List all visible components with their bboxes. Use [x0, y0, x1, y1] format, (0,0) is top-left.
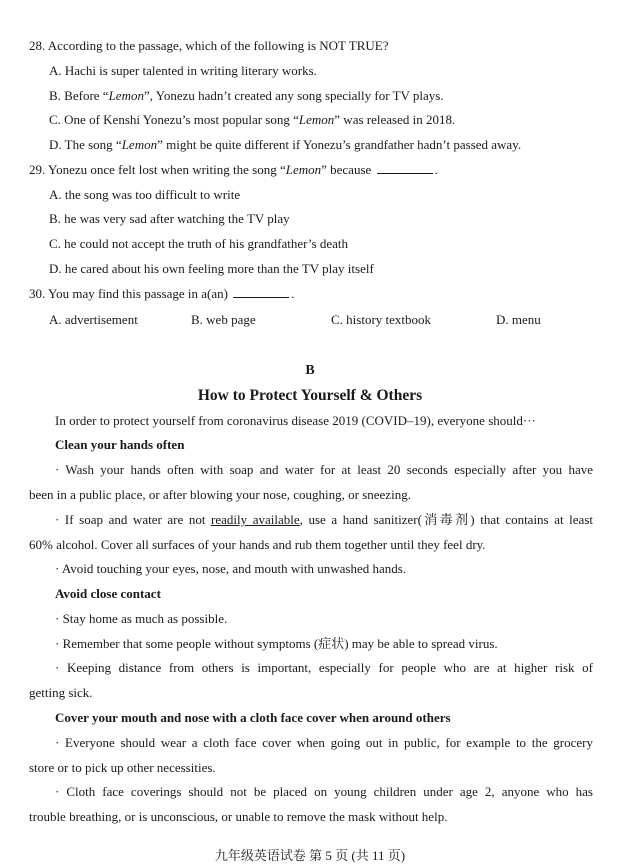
bullet-not-placed-line2: trouble breathing, or is unconscious, or unable to remove the mask without help.: [29, 809, 448, 824]
bullet-symptoms: · Remember that some people without symptoms (症状) may be able to spread virus.: [55, 636, 498, 651]
bullet-sanitizer-line2: 60% alcohol. Cover all surfaces of your hands and rub them together until they feel dry.: [29, 537, 486, 552]
answer-blank: [233, 286, 289, 298]
passage-title: How to Protect Yourself & Others: [197, 387, 423, 404]
question-28-option-b: [49, 88, 444, 104]
question-30-stem: 30. You may find this passage in a(an) .: [29, 286, 295, 301]
subheading-face-cover: Cover your mouth and nose with a cloth face cover when around others: [55, 710, 451, 725]
bullet-sanitizer-line1: [55, 512, 593, 528]
question-28-option-a: A. Hachi is super talented in writing literary works.: [49, 63, 317, 78]
question-29-option-b: B. he was very sad after watching the TV play: [49, 211, 290, 226]
question-28-stem: 28. According to the passage, which of the following is NOT TRUE?: [29, 38, 389, 53]
bullet-not-placed-line1: · Cloth face coverings should not be placed on young children under age 2, anyone who has: [55, 784, 593, 799]
bullet-avoid-touching: · Avoid touching your eyes, nose, and mouth with unwashed hands.: [55, 561, 407, 576]
option-text: D. The song “: [49, 137, 122, 152]
bullet-wear-cover-line2: store or to pick up other necessities.: [29, 760, 216, 775]
subheading-close-contact: Avoid close contact: [55, 586, 161, 601]
bullet-stay-home: · Stay home as much as possible.: [55, 611, 228, 626]
bullet-wash-hands-line1: · Wash your hands often with soap and water for at least 20 seconds especially after you have: [55, 462, 593, 477]
underlined-phrase: readily available: [211, 512, 300, 527]
song-title: Lemon: [121, 137, 158, 152]
question-29-option-a: A. the song was too difficult to write: [49, 187, 241, 202]
option-text: B. Before “: [49, 88, 109, 103]
question-30-option-d: D. menu: [496, 312, 541, 327]
answer-blank: [377, 162, 433, 174]
bullet-text: , use a hand sanitizer(消毒剂) that contains at least: [299, 512, 593, 527]
bullet-distance-line1: · Keeping distance from others is important, especially for people who are at higher risk of: [55, 660, 593, 675]
bullet-wash-hands-line2: been in a public place, or after blowing your nose, coughing, or sneezing.: [29, 487, 411, 502]
question-30-option-a: A. advertisement: [49, 312, 138, 327]
option-text: C. One of Kenshi Yonezu’s most popular song “: [49, 112, 299, 127]
intro-paragraph: In order to protect yourself from coronavirus disease 2019 (COVID–19), everyone should···: [55, 413, 536, 428]
question-28-option-d: [49, 137, 521, 153]
question-29-option-c: C. he could not accept the truth of his grandfather’s death: [49, 236, 349, 251]
option-text: ” might be quite different if Yonezu’s grandfather hadn’t passed away.: [157, 137, 522, 152]
stem-text: 30. You may find this passage in a(an): [29, 286, 228, 301]
option-text: ”, Yonezu hadn’t created any song specially for TV plays.: [143, 88, 444, 103]
question-29-stem: 29. Yonezu once felt lost when writing the song “Lemon” because .: [29, 162, 438, 177]
option-text: ” was released in 2018.: [334, 112, 456, 127]
song-title: Lemon: [298, 112, 335, 127]
stem-text: 29. Yonezu once felt lost when writing the song “: [29, 162, 286, 177]
bullet-distance-line2: getting sick.: [29, 685, 93, 700]
stem-text: ” because: [321, 162, 372, 177]
question-28-option-c: [49, 112, 455, 128]
bullet-text: · If soap and water are not: [55, 512, 212, 527]
question-30-option-b: B. web page: [191, 312, 256, 327]
section-letter: B: [305, 363, 315, 378]
bullet-wear-cover-line1: · Everyone should wear a cloth face cover when going out in public, for example to the grocery: [55, 735, 593, 750]
page-footer: 九年级英语试卷 第 5 页 (共 11 页): [214, 848, 406, 863]
question-29-option-d: D. he cared about his own feeling more than the TV play itself: [49, 261, 374, 276]
song-title: Lemon: [285, 162, 322, 177]
subheading-clean-hands: Clean your hands often: [55, 437, 185, 452]
song-title: Lemon: [108, 88, 144, 103]
question-30-option-c: C. history textbook: [331, 312, 432, 327]
